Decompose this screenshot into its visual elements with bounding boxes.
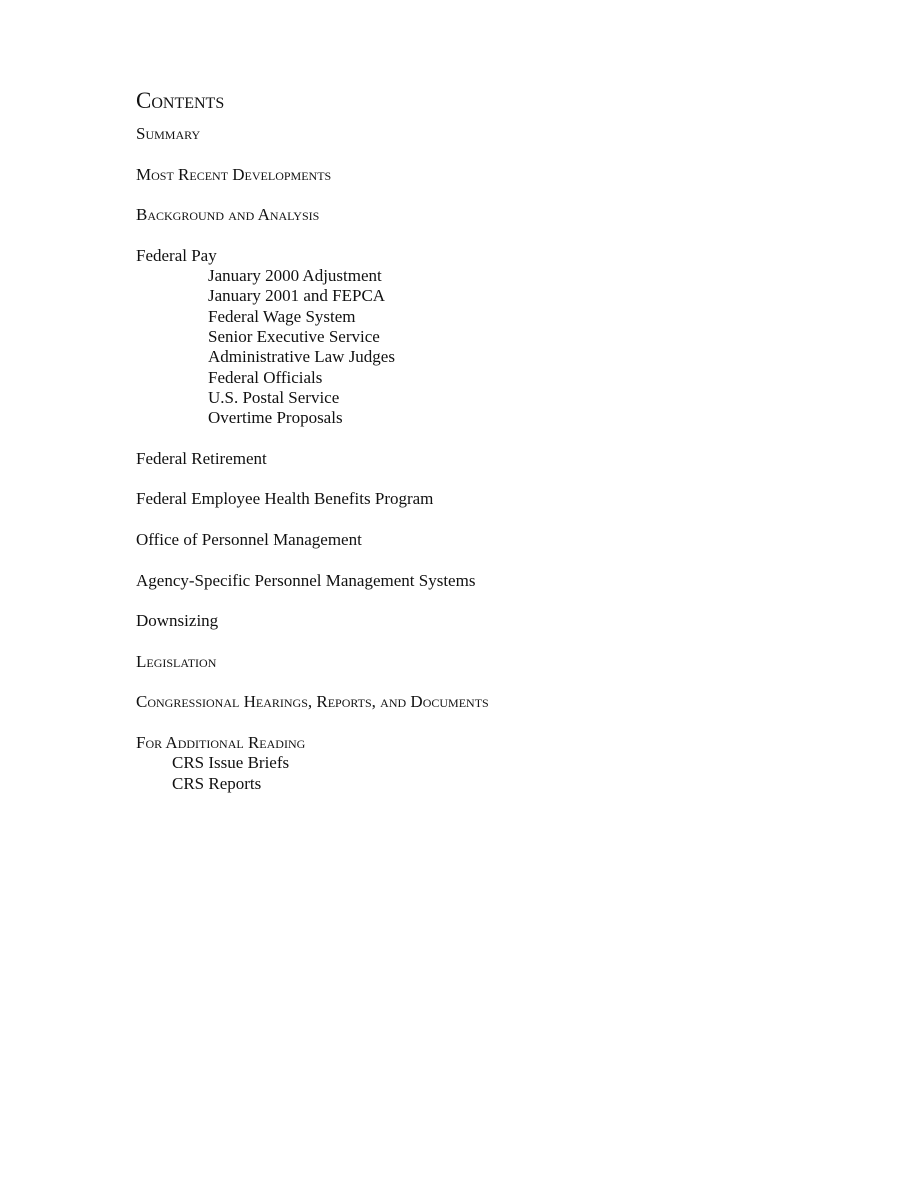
- spacer: [136, 672, 836, 692]
- toc-subentry-crs-reports[interactable]: CRS Reports: [172, 773, 262, 793]
- toc-entry-most-recent-developments[interactable]: Most Recent Developments: [136, 164, 332, 184]
- spacer: [136, 469, 836, 489]
- spacer: [136, 225, 836, 245]
- spacer: [136, 428, 836, 448]
- spacer: [136, 713, 836, 733]
- spacer: [136, 631, 836, 651]
- page-title: Contents: [136, 88, 225, 113]
- spacer: [136, 591, 836, 611]
- toc-subentry-federal-wage-system[interactable]: Federal Wage System: [208, 306, 356, 326]
- toc-subentry-overtime-proposals[interactable]: Overtime Proposals: [208, 408, 343, 428]
- toc-subentry-crs-issue-briefs[interactable]: CRS Issue Briefs: [172, 753, 290, 773]
- toc-entry-fehbp[interactable]: Federal Employee Health Benefits Program: [136, 489, 434, 509]
- toc-subentry-administrative-law-judges[interactable]: Administrative Law Judges: [208, 347, 395, 367]
- toc-entry-federal-retirement[interactable]: Federal Retirement: [136, 448, 267, 468]
- toc-entry-downsizing[interactable]: Downsizing: [136, 611, 219, 631]
- spacer: [136, 185, 836, 205]
- toc-entry-legislation[interactable]: Legislation: [136, 651, 217, 671]
- toc-entry-for-additional-reading[interactable]: For Additional Reading: [136, 732, 306, 752]
- toc-subentry-january-2000-adjustment[interactable]: January 2000 Adjustment: [208, 266, 382, 286]
- toc-entry-agency-specific-systems[interactable]: Agency-Specific Personnel Management Systems: [136, 570, 476, 590]
- toc-subentry-senior-executive-service[interactable]: Senior Executive Service: [208, 326, 380, 346]
- toc-entry-background-and-analysis[interactable]: Background and Analysis: [136, 205, 320, 225]
- toc-subentry-january-2001-and-fepca[interactable]: January 2001 and FEPCA: [208, 286, 386, 306]
- spacer: [136, 550, 836, 570]
- table-of-contents: [136, 86, 836, 794]
- toc-entry-opm[interactable]: Office of Personnel Management: [136, 529, 362, 549]
- spacer: [136, 144, 836, 164]
- spacer: [136, 510, 836, 530]
- toc-entry-summary[interactable]: Summary: [136, 124, 201, 143]
- toc-entry-congressional-hearings[interactable]: Congressional Hearings, Reports, and Documents: [136, 692, 489, 712]
- toc-subentry-us-postal-service[interactable]: U.S. Postal Service: [208, 387, 340, 407]
- toc-entry-federal-pay[interactable]: Federal Pay: [136, 245, 217, 265]
- toc-subentry-federal-officials[interactable]: Federal Officials: [208, 367, 323, 387]
